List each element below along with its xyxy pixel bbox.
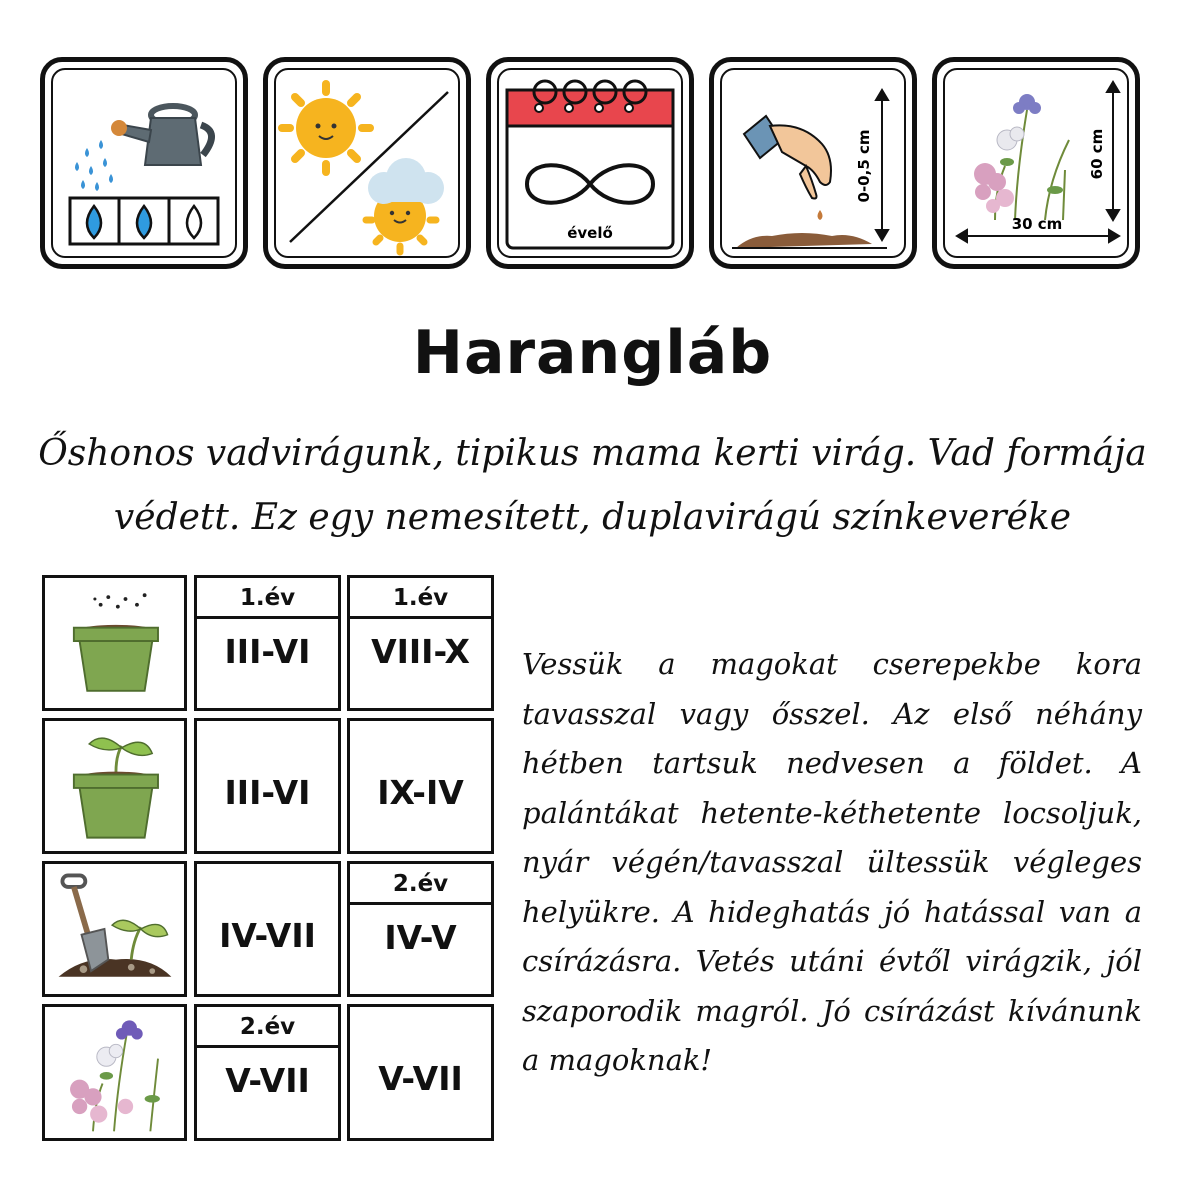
- sun-card: [263, 57, 471, 269]
- year-label: 1.év: [350, 578, 491, 619]
- month-range: V-VII: [225, 1061, 310, 1100]
- sowing-depth-card: [709, 57, 917, 269]
- lifecycle-label: évelő: [567, 224, 613, 242]
- schedule-cell: [194, 1004, 341, 1141]
- seedling-pot-cell: [42, 718, 187, 854]
- month-range: IV-V: [384, 918, 457, 957]
- month-range: V-VII: [378, 1059, 463, 1098]
- sun-partial-shade-icon: [276, 70, 458, 256]
- watering-card: [40, 57, 248, 269]
- year-label: 2.év: [197, 1007, 338, 1048]
- schedule-cell: [347, 575, 494, 711]
- width-label: 30 cm: [1011, 215, 1063, 233]
- schedule-cell: [347, 861, 494, 997]
- schedule-cell: [347, 718, 494, 854]
- sowing-depth-label: 0-0,5 cm: [855, 129, 873, 203]
- height-label: 60 cm: [1088, 128, 1106, 180]
- transplant-cell: [42, 861, 187, 997]
- sowing-description: Vessük a magokat cserepekbe kora tavasszal vagy ősszel. Az első néhány hétben tartsuk nedvesen a földet. A palántákat hetente-kéthetente locsoljuk, nyár végén/tavasszal ültessük végleges helyükre. A hideghatás jó hatással van a csírázásra. Vetés utáni évtől virágzik, jól szaporodik magról. Jó csírázást kívánunk a magoknak!: [522, 647, 1142, 1077]
- shovel-transplant-icon: [45, 864, 184, 994]
- month-range: III-VI: [224, 773, 311, 812]
- subtitle: Őshonos vadvirágunk, tipikus mama kerti virág. Vad formája védett. Ez egy nemesített, duplavirágú színkeveréke: [38, 433, 1147, 538]
- size-card: [932, 57, 1140, 269]
- month-range: IV-VII: [219, 916, 316, 955]
- seed-pot-icon: [45, 578, 184, 708]
- schedule-cell: [194, 575, 341, 711]
- plant-size-icon: [945, 70, 1127, 256]
- bloom-cell: [42, 1004, 187, 1141]
- seedling-pot-icon: [45, 721, 184, 851]
- month-range: VIII-X: [371, 632, 470, 671]
- schedule-cell: [347, 1004, 494, 1141]
- schedule-cell: [194, 861, 341, 997]
- seed-pot-cell: [42, 575, 187, 711]
- month-range: IX-IV: [377, 773, 464, 812]
- month-range: III-VI: [224, 632, 311, 671]
- year-label: 1.év: [197, 578, 338, 619]
- calendar-infinity-icon: [499, 70, 681, 256]
- lifecycle-card: [486, 57, 694, 269]
- year-label: 2.év: [350, 864, 491, 905]
- flower-bloom-icon: [45, 1007, 184, 1138]
- watering-can-icon: [53, 70, 235, 256]
- hand-sowing-icon: [722, 70, 904, 256]
- page-title: Harangláb: [412, 318, 773, 388]
- schedule-cell: [194, 718, 341, 854]
